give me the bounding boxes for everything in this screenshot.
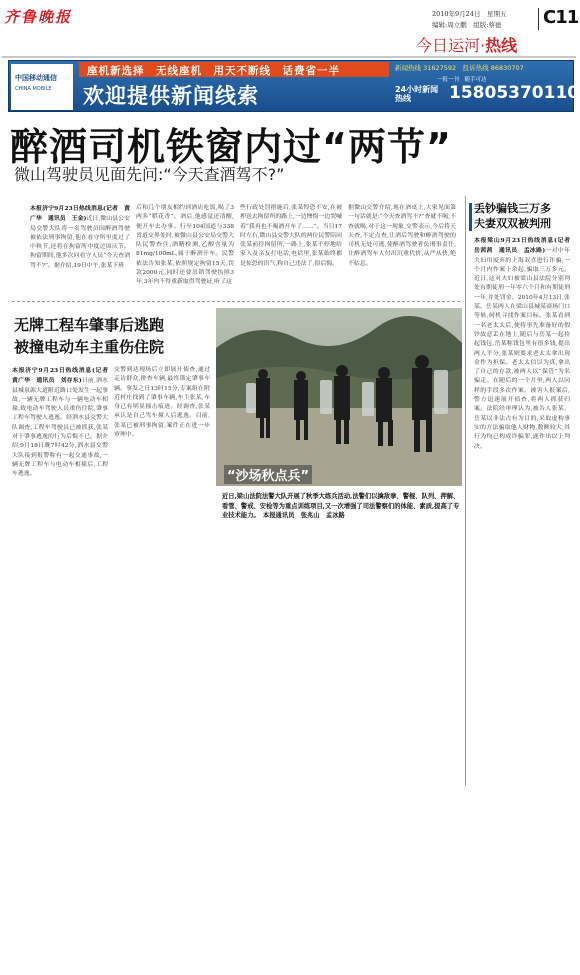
- ad-tel-line: 新闻热线 31627592 投诉热线 86830707: [395, 64, 524, 72]
- story-divider: [12, 301, 460, 302]
- ad-slogan: 座机新选择 无线座机 用天不断线 话费省一半: [87, 65, 340, 77]
- side-body-text: 一对中年夫妇用废弃的上海双喜进行诈骗,一个月内作案十余起,骗取三万多元。近日,这对夫妇被梁山县法院分别判处有期徒刑一年零六个月和有期徒刑一年,并处罚金。2010年4月13日,张某、岳某两人在梁山县城某商场门口等候,伺机寻找作案目标。张某看到一名老太太后,便将事先准备好的假钞故意丢在地上,随后与岳某一起捡起钱包,岳某称钱包里有很多钱,提出两人平分,张某则要求老太太拿出现金作为担保。老太太信以为真,拿出了自己的存款,被两人以“保管”为名骗走。在随后的一个月里,两人以同样的手段多次作案。被害人报案后,警方迅速展开侦查,将两人抓获归案。法院经审理认为,被告人张某、岳某以非法占有为目的,采取虚构事实的方法骗取他人财物,数额较大,其行为均已构成诈骗罪,遂作出以上判决。: [474, 248, 570, 450]
- photo-description: 近日,梁山法院法警大队开展了秋季大练兵活动,法警们以擒敌拳、警棍、队列、押解、看管、警戒、安检等为重点训练项目,又一次增强了司法警察们的体能、素质,提高了专业技术能力。 本报通讯员 张兆山 孟冰路: [222, 493, 460, 519]
- photo-caption: “沙场秋点兵”: [224, 465, 312, 484]
- story2-headline-line-2: 被撞电动车主重伤住院: [14, 338, 165, 356]
- story2-col-1-text: 日前,泗水县城泉源大道附近路口处发生一起事故,一辆无牌工程车与一辆电动车相撞,致电动车驾驶人员重伤住院,肇事工程车驾驶人逃逸。经泗水县交警大队调查,工程车驾驶员已被抓获,张某对于肇事逃逸的行为后悔不已。据介绍,9月18日晚7时42分,泗水县交警大队接到报警称有一起交通事故,一辆无牌工程车与电动车相撞后,工程车逃逸。: [12, 378, 108, 478]
- page-number: C11: [543, 7, 579, 28]
- china-mobile-logo: [11, 64, 73, 110]
- story2-byline: 本报济宁9月23日热线消息(记者 黄广华 通讯员 刘存东): [12, 367, 114, 385]
- header-divider: [538, 8, 539, 30]
- side-headline: [474, 201, 551, 231]
- side-headline-line-2: 夫妻双双被判刑: [474, 217, 551, 230]
- main-headline: 醉酒司机铁窗内过“两节”: [10, 125, 452, 169]
- ad-sub-line: 一报一刊 随手可达: [437, 77, 487, 83]
- main-col-2: 后和几个朋友相约到酒店吃饭,喝了3两多“稻花香”。酒后,他感觉还清醒,便开车去办事。行至104国道与338省道交界处时,被微山县公安局交警大队民警查住,酒精检测,乙醇含量为81mg/100mL,属于醉酒开车。民警依法告知张某,依照规定拘留15天,罚款2000元,同时还要吊销驾驶执照3年,3年内不得重新取得驾驶证,听了这: [136, 205, 234, 286]
- ad-banner[interactable]: [8, 60, 580, 112]
- news-photo: [216, 308, 462, 486]
- section-prefix: 今日运河·: [416, 36, 486, 55]
- story2-headline: [14, 314, 164, 358]
- side-headline-line-1: 丢钞骗钱三万多: [474, 202, 551, 215]
- ad-welcome-text: 欢迎提供新闻线索: [83, 84, 259, 108]
- section-title: [416, 33, 517, 56]
- logo-bottom-text: CHINA MOBILE: [15, 86, 52, 92]
- issue-date: 2010年9月24日 星期五: [432, 10, 507, 18]
- story2-col-2: 交警到达现场后立即展开侦查,通过走访群众,排查车辆,最终锁定肇事车辆。事发之日13时15分,专案组在附近村庄找到了肇事车辆,车主张某,车身已有明显撞击痕迹。经调查,张某承认是自己驾车撞人后逃逸。目前,张某已被刑事拘留,案件正在进一步审理中。: [114, 367, 210, 439]
- header-rule: [2, 56, 576, 58]
- main-col-1: [30, 204, 130, 294]
- hotline-number: 15805370110: [449, 83, 580, 103]
- story2-col-1: [12, 366, 114, 518]
- newspaper-logo: 齐鲁晚报: [4, 8, 73, 26]
- logo-top-text: 中国移动通信: [15, 74, 57, 82]
- main-byline: 本报济宁9月23日热线消息(记者 黄广华 通讯员 王金): [30, 205, 130, 223]
- main-col-4: 据微山交警介绍,现在酒桌上,大家见面第一句话就是:“今天查酒驾不?”查就不喝,不查就喝,对于这一现象,交警表示,今后将天天查,不定点查,让酒后驾驶和醉酒驾驶的司机无处可逃,使醉酒驾驶者负刑事责任,让醉酒驾车人付出沉重代价,从严从快,绝不姑息。: [348, 205, 456, 267]
- main-subheadline: 微山驾驶员见面先问:“今天查酒驾不?”: [14, 165, 285, 184]
- editor-credits: 编辑:周立鹏 组版:蔡德: [432, 21, 502, 29]
- main-col-1-text: 近日,微山县公安局交警大队将一名驾驶员因醉酒驾驶被依法刑事拘留,他在看守所里度过了中秋节,还将在拘留所中度过国庆节。拘留期间,他多次问看守人员“今天查酒驾不?”。据介绍,19日中午,张某下班: [30, 216, 130, 269]
- column-rule: [465, 196, 466, 786]
- main-col-3: 些行政处罚措施后,张某惶恐不安,在被押送去拘留所的路上,一边懊悔一边哭喊着“我再也不喝酒开车了……”。当日17时左右,微山县交警大队的两位民警陪同张某前往拘留所,一路上,张某不停地给家人及亲友打电话,电话里,张某始终都是惊恐的语气,称自己违法了,很后悔。: [240, 205, 343, 267]
- hotline-label: 24小时新闻热线: [395, 85, 439, 103]
- story2-headline-line-1: 无牌工程车肇事后逃跑: [14, 316, 165, 334]
- side-body: [474, 236, 576, 532]
- side-byline: 本报梁山9月23日热线消息(记者 岳茜茜 通讯员 孟冰路): [474, 237, 576, 255]
- section-name: 热线: [485, 36, 518, 55]
- side-title-bar: [469, 203, 472, 231]
